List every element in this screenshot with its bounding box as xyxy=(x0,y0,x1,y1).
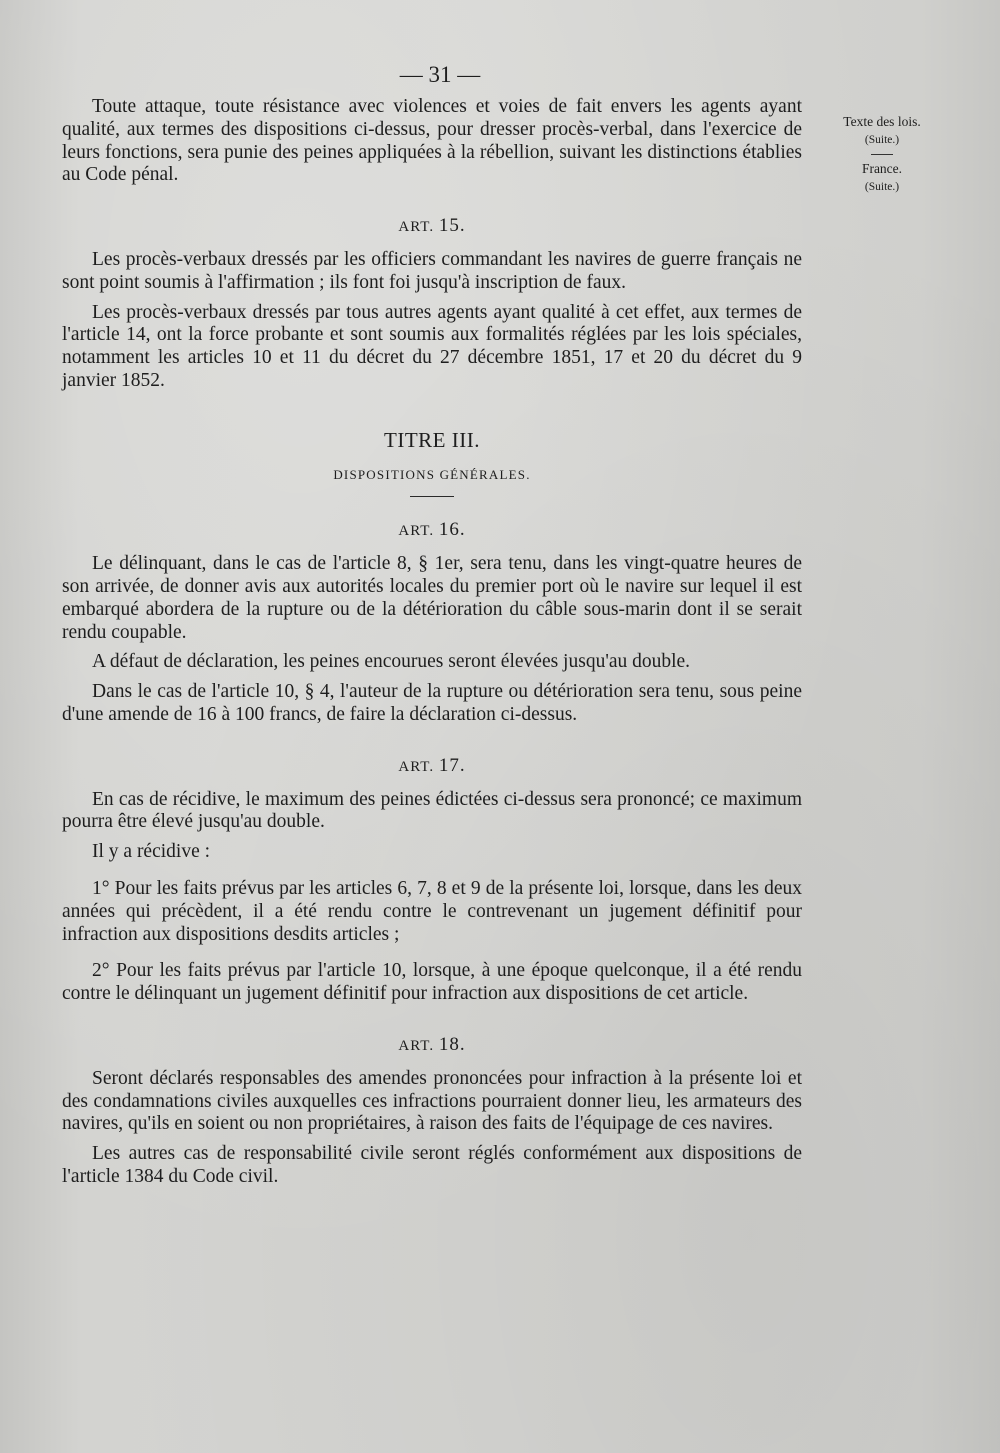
article-number: 18. xyxy=(438,1033,466,1055)
article-15-heading xyxy=(62,215,802,239)
article-18-paragraph-1: Seront déclarés responsables des amendes prononcées pour infraction à la présente loi et des condamnations civiles auxquelles ces infractions pourraient donner lieu, les armateurs des navires, qu'ils en soient ou non propriétaires, à raison des faits de l'équipage de ces navires. xyxy=(62,1067,802,1135)
body-text xyxy=(62,96,802,1196)
titre-heading: TITRE III. xyxy=(384,427,480,452)
article-16-paragraph-2: A défaut de déclaration, les peines encourues seront élevées jusqu'au double. xyxy=(92,651,691,673)
margin-note-france: France. xyxy=(861,161,903,176)
margin-notes xyxy=(826,112,938,197)
article-label: ART. xyxy=(398,523,435,540)
article-16-paragraph-3: Dans le cas de l'article 10, § 4, l'auteur de la rupture ou détérioration sera tenu, sous peine d'une amende de 16 à 100 francs, de faire la déclaration ci-dessus. xyxy=(62,681,802,725)
article-18-paragraph-2: Les autres cas de responsabilité civile seront réglés conformément aux dispositions de l'article 1384 du Code civil. xyxy=(62,1143,802,1187)
article-18-heading xyxy=(62,1034,802,1058)
article-label: ART. xyxy=(398,219,435,236)
article-number: 17. xyxy=(438,754,466,776)
article-16-paragraph-1: Le délinquant, dans le cas de l'article 8, § 1er, sera tenu, dans les vingt-quatre heures de son arrivée, de donner avis aux autorités locales du premier port où le navire sur lequel il est embarqué abordera de la rupture ou de la détérioration du câble sous-marin dont il se serait rendu coupable. xyxy=(62,553,802,643)
article-16-heading xyxy=(62,519,802,543)
article-17-paragraph-1: En cas de récidive, le maximum des peines édictées ci-dessus sera prononcé; ce maximum pourra être élevé jusqu'au double. xyxy=(62,788,802,833)
article-label: ART. xyxy=(398,758,435,775)
page-number: — 31 — xyxy=(399,62,481,87)
article-17-case-2: 2° Pour les faits prévus par l'article 10, lorsque, à une époque quelconque, il a été rendu contre le délinquant un jugement définitif pour infraction aux dispositions de cet article. xyxy=(62,960,802,1005)
section-divider xyxy=(410,496,454,497)
titre-subtitle: DISPOSITIONS GÉNÉRALES. xyxy=(333,466,531,482)
article-15-paragraph-1: Les procès-verbaux dressés par les officiers commandant les navires de guerre français ne sont point soumis à l'affirmation ; ils font foi jusqu'à inscription de faux. xyxy=(62,248,802,293)
article-number: 16. xyxy=(438,519,466,541)
article-17-paragraph-2: Il y a récidive : xyxy=(92,841,211,863)
margin-note-suite: (Suite.) xyxy=(864,134,900,146)
article-17-case-1: 1° Pour les faits prévus par les articles 6, 7, 8 et 9 de la présente loi, lorsque, dans les deux années qui précèdent, il a été rendu contre le contrevenant un jugement définitif pour infraction aux dispositions desdits articles ; xyxy=(62,877,802,945)
article-17-heading xyxy=(62,755,802,779)
margin-divider xyxy=(871,154,893,155)
article-number: 15. xyxy=(438,215,466,237)
intro-paragraph: Toute attaque, toute résistance avec violences et voies de fait envers les agents ayant qualité, aux termes des dispositions ci-dessus, pour dresser procès-verbal, dans l'exercice de leurs fonctions, sera punie des peines appliquées à la rébellion, suivant les distinctions établies au Code pénal. xyxy=(62,96,802,186)
article-label: ART. xyxy=(398,1037,435,1054)
margin-note-suite-2: (Suite.) xyxy=(864,181,900,193)
article-15-paragraph-2: Les procès-verbaux dressés par tous autres agents ayant qualité à cet effet, aux termes de l'article 14, ont la force probante et sont soumis aux formalités réglées par les lois spéciales, notamment les articles 10 et 11 du décret du 27 décembre 1851, 17 et 20 du décret du 9 janvier 1852. xyxy=(62,301,802,391)
margin-note-texte-des-lois: Texte des lois. xyxy=(843,114,921,129)
